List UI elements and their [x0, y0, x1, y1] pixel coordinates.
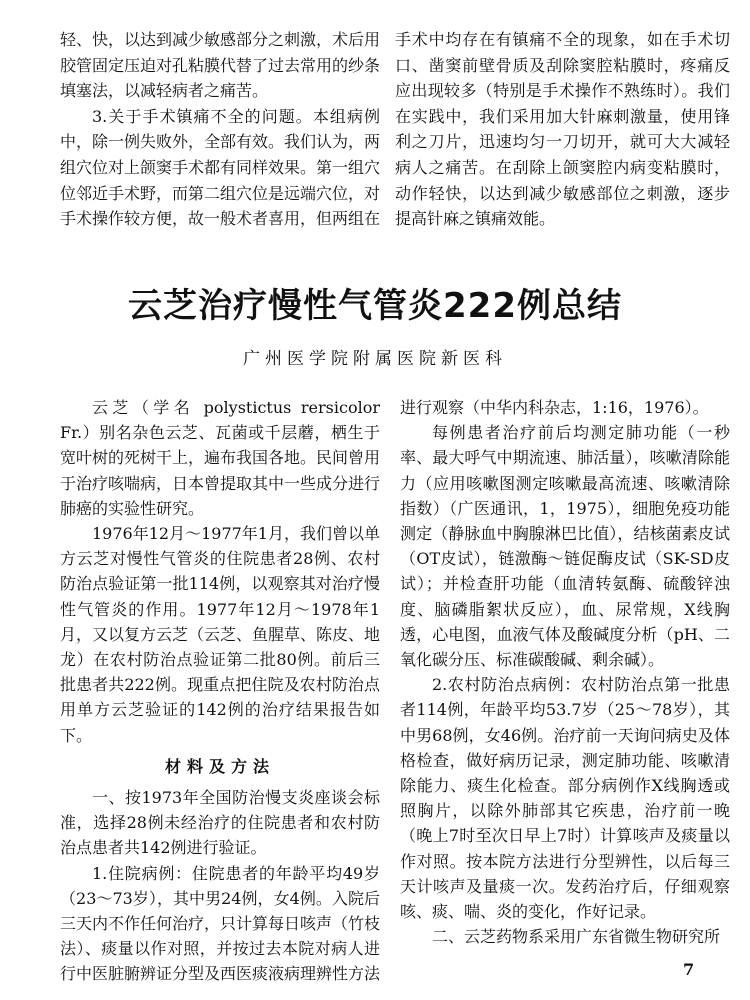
paragraph: 2.农村防治点病例：农村防治点第一批患者114例，年龄平均53.7岁（25～78岁），其中男68例，女46例。治疗前一天询问病史及体格检查，做好病历记录，测定肺功能、咳嗽清除能力、痰生化检查。部分病例作X线胸透或照胸片，以除外肺部其它疾患，治疗前一晚（晚上7时至次日早上7时）计算咳声及痰量以作对照。按本院方法进行分型辨性，以后每三天计咳声及量痰一次。发药治疗后，仔细观察咳、痰、喘、炎的变化，作好记录。 — [400, 675, 730, 922]
section-heading: 材料及方法 — [164, 756, 275, 776]
paragraph: 一、按1973年全国防治慢支炎座谈会标准，选择28例未经治疗的住院患者和农村防治点患者共142例进行验证。 — [60, 788, 380, 858]
paragraph: 1.住院病例：住院患者的年龄平均49岁（23～73岁），其中男24例，女4例。入院后三天内不作任何治疗，只计算每日咳声（竹枝法）、痰量以作对照，并按过去本院对病人进行中医脏腑辨证分型及西医痰液病理辨性方法 — [60, 863, 381, 984]
top-left-column — [60, 27, 380, 232]
paragraph: 每例患者治疗前后均测定肺功能（一秒率、最大呼气中期流速、肺活量），咳嗽清除能力（应用咳嗽图测定咳嗽最高流速、咳嗽清除指数）（广医通讯，1，1975），细胞免疫功能测定（静脉血中胸腺淋巴比值），结核菌素皮试（OT皮试），链激酶～链促酶皮试（SK-SD皮试）；并检查肝功能（血清转氨酶、硫酸锌浊度、脑磷脂絮状反应），血、尿常规，X线胸透，心电图，血液气体及酸碱度分析（pH、二氧化碳分压、标准碳酸碱、剩余碱）。 — [400, 423, 730, 670]
body-left-column — [60, 395, 380, 987]
top-right-column — [395, 27, 730, 232]
author-affiliation: 广州医学院附属医院新医科 — [243, 349, 507, 369]
page-number: 7 — [683, 960, 695, 979]
paragraph: 云芝（学名 polystictus rersicolor Fr.）别名杂色云芝、瓦菌或千层蘑，栖生于宽叶树的死树干上，遍布我国各地。民间曾用于治疗咳喘病，日本曾提取其中一些成分进行肺癌的实验性研究。 — [60, 398, 381, 518]
body-right-column — [400, 395, 730, 949]
paragraph: 二、云芝药物系采用广东省微生物研究所 — [432, 927, 721, 947]
paragraph: 轻、快，以达到减少敏感部分之刺激，术后用胶管固定压迫对孔粘膜代替了过去常用的纱条填塞法，以减轻病者之痛苦。 — [60, 30, 381, 101]
paragraph: 3.关于手术镇痛不全的问题。本组病例中，除一例失败外，全部有效。我们认为，两组穴位对上颌窦手术都有同样效果。第一组穴位邻近手术野，而第二组穴位是远端穴位，对手术操作较方便，故一般术者喜用，但两组在 — [60, 106, 381, 229]
paragraph: 1976年12月～1977年1月，我们曾以单方云芝对慢性气管炎的住院患者28例、农村防治点验证第一批114例，以观察其对治疗慢性气管炎的作用。1977年12月～1978年1月，又以复方云芝（云芝、鱼腥草、陈皮、地龙）在农村防治点验证第二批80例。前后三批患者共222例。现重点把住院及农村防治点用单方云芝验证的142例的治疗结果报告如下。 — [60, 524, 381, 745]
article-title: 云芝治疗慢性气管炎222例总结 — [128, 286, 622, 326]
paragraph: 进行观察（中华内科杂志，1:16，1976）。 — [400, 398, 709, 417]
paragraph: 手术中均存在有镇痛不全的现象，如在手术切口、凿窦前壁骨质及刮除窦腔粘膜时，疼痛反应出现较多（特别是手术操作不熟练时）。我们在实践中，我们采用加大针麻刺激量，使用锋利之刀片，迅速均匀一刀切开，就可大大减轻病人之痛苦。在刮除上颌窦腔内病变粘膜时，动作轻快，以达到减少敏感部位之刺激，逐步提高针麻之镇痛效能。 — [395, 30, 730, 229]
